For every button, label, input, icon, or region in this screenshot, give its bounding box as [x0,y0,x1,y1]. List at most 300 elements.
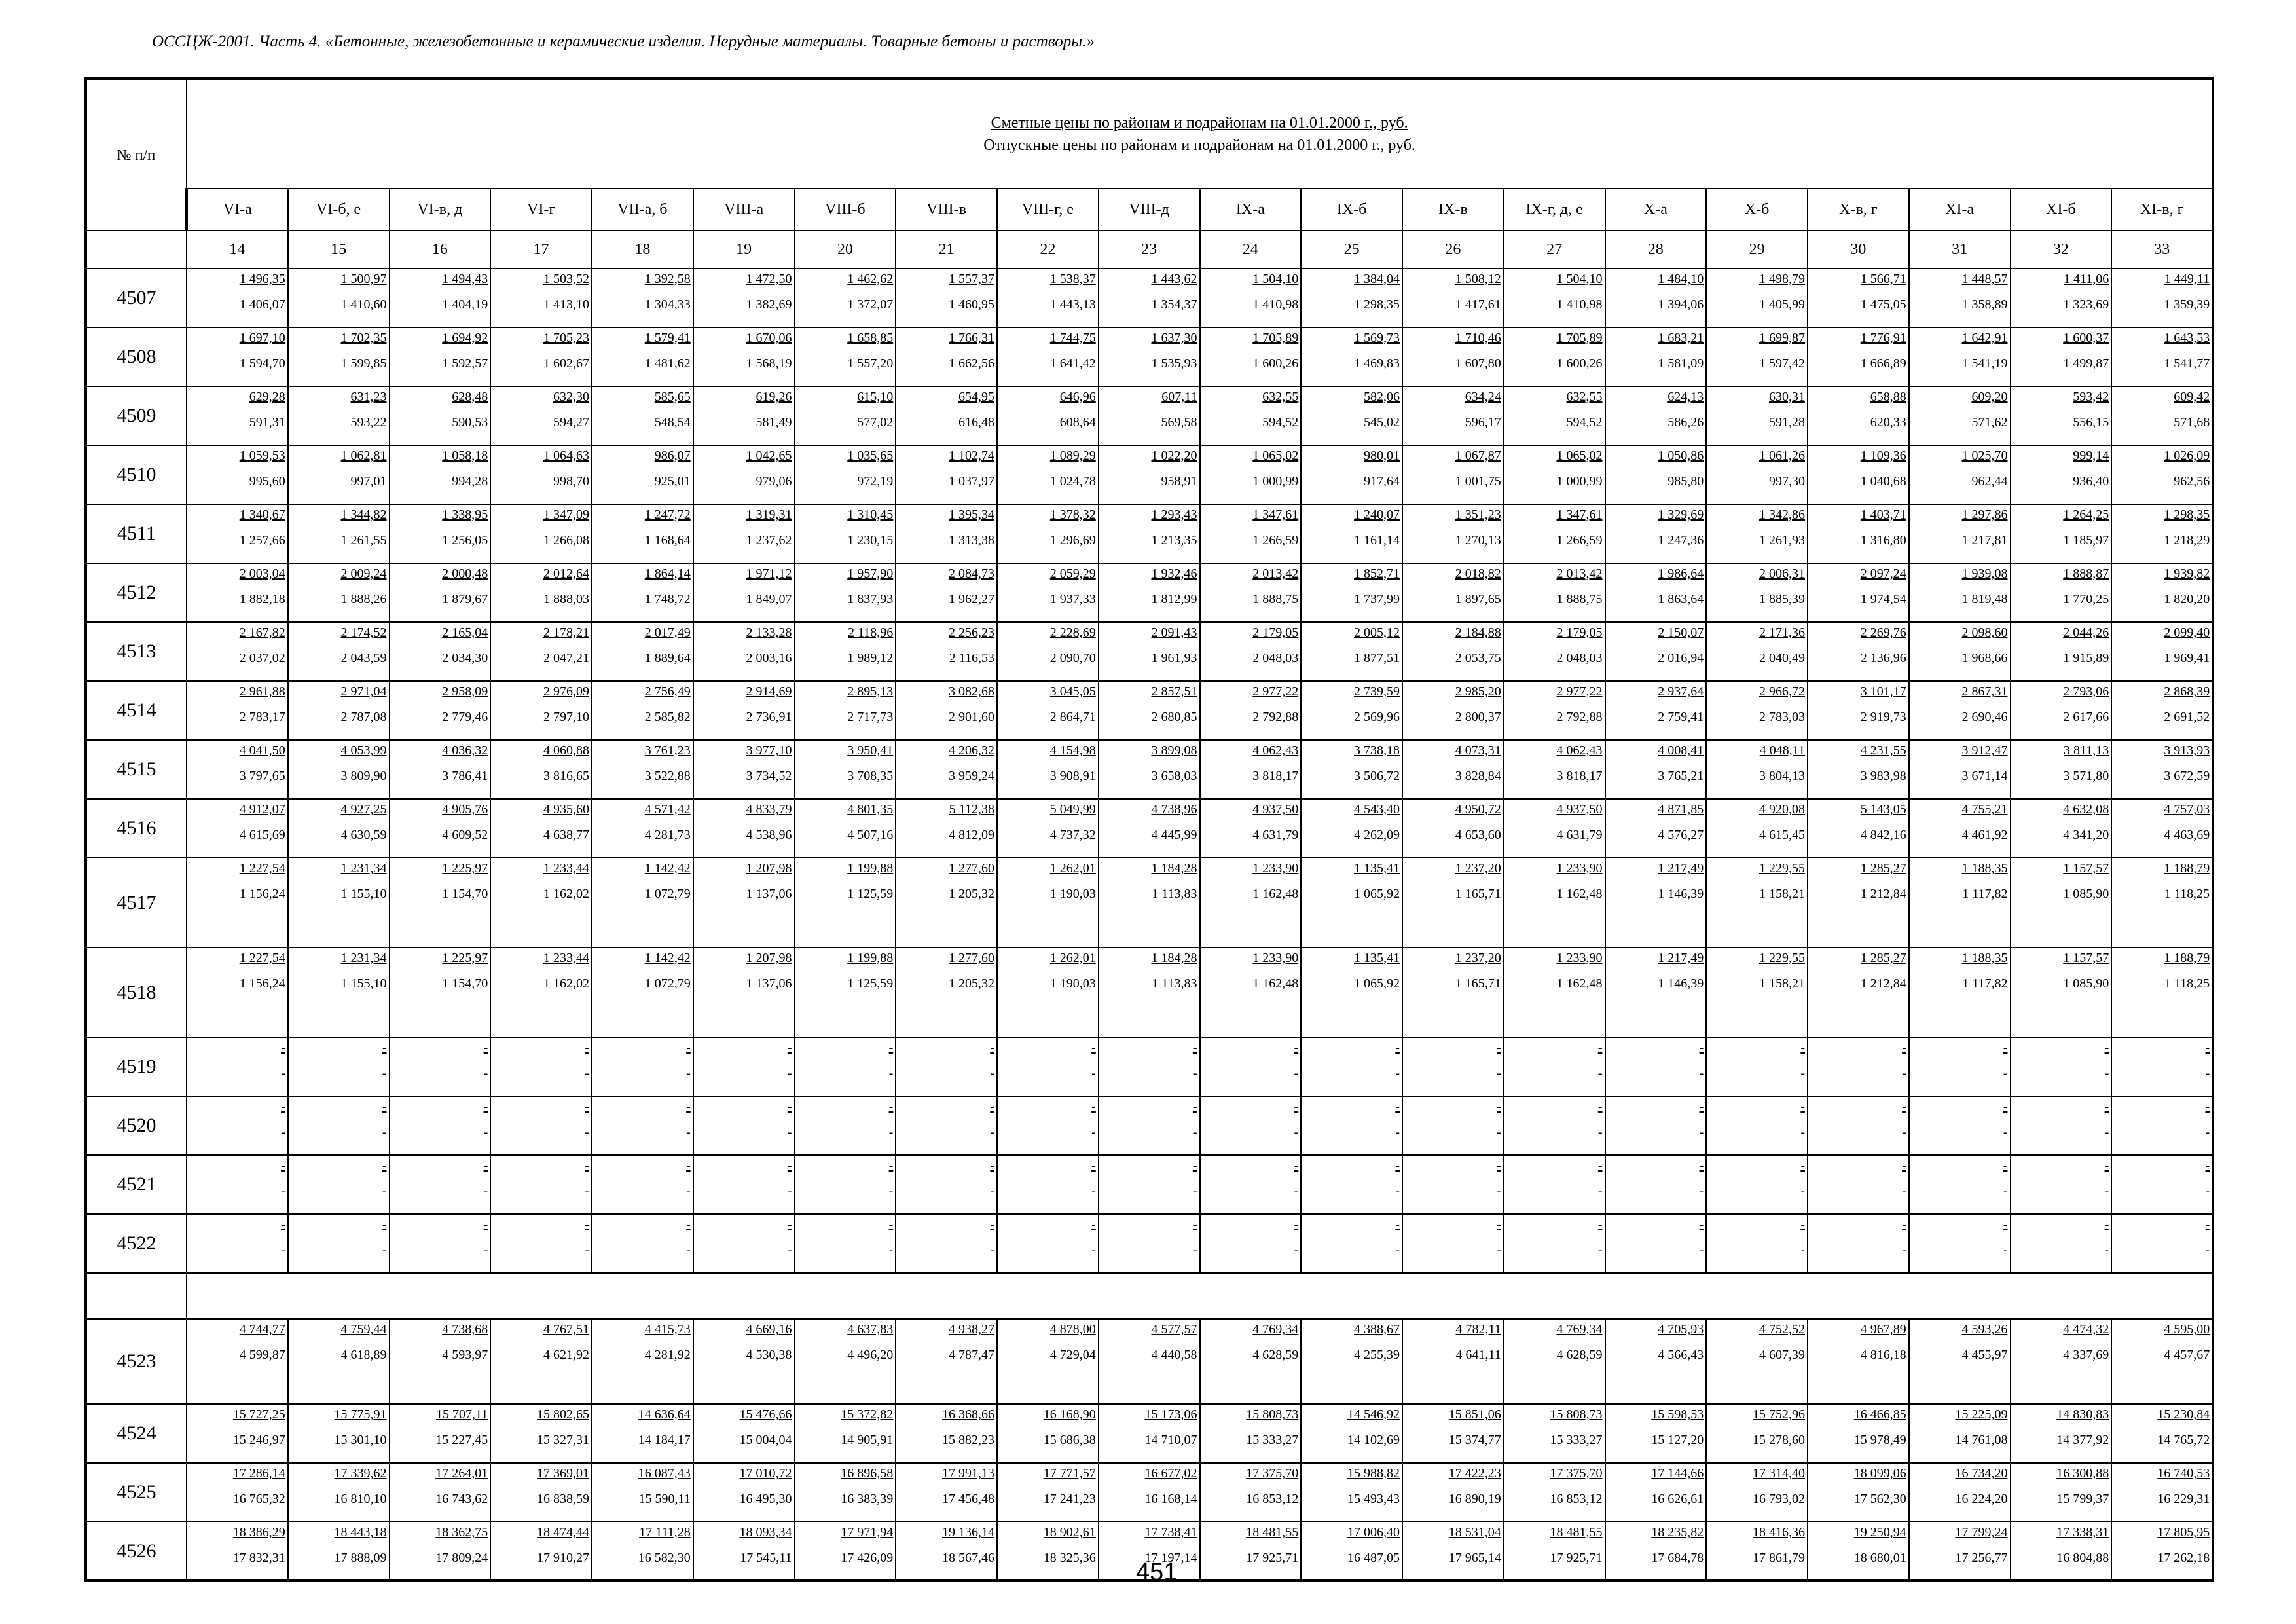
price-cell [1808,1096,1909,1155]
price-cell [1808,681,1909,740]
selling-price: 16 793,02 [1753,1492,1805,1506]
row-number: 4518 [86,948,187,1037]
estimated-price: 1 395,34 [949,507,994,522]
price-cell [1200,1037,1302,1096]
price-cell [896,1404,997,1463]
estimated-price: 2 000,48 [442,566,488,581]
selling-price: 590,53 [452,415,488,430]
estimated-price: 18 481,55 [1550,1525,1603,1540]
price-cell [2011,386,2112,445]
estimated-price: 1 504,10 [1252,272,1299,286]
estimated-price: - [787,1041,792,1055]
price-cell [592,445,693,504]
selling-price: 1 597,42 [1759,356,1805,371]
price-cell [2111,1404,2213,1463]
price-cell [592,858,693,948]
selling-price: 2 048,03 [1252,651,1299,665]
price-cell [1504,563,1605,622]
estimated-price: 4 415,73 [644,1322,691,1337]
estimated-price: 1 188,35 [1961,861,2008,876]
price-cell [795,445,896,504]
price-cell [390,386,491,445]
price-cell [2111,948,2213,1037]
estimated-price: 1 025,70 [1961,449,2008,463]
price-cell [1504,948,1605,1037]
estimated-price: - [1091,1099,1096,1114]
selling-price: 1 162,48 [1252,887,1299,901]
estimated-price: 1 264,25 [2063,507,2109,522]
table-row [86,504,2213,563]
estimated-price: 2 857,51 [1151,684,1197,699]
selling-price: 3 809,90 [340,769,387,783]
selling-price: 4 787,47 [949,1348,994,1362]
price-cell [997,1404,1099,1463]
estimated-price: 1 065,02 [1556,449,1603,463]
estimated-price: - [382,1158,387,1173]
selling-price: 1 165,71 [1455,887,1501,901]
price-cell [2011,1522,2112,1581]
estimated-price: 2 099,40 [2164,625,2210,640]
region-header: VIII-г, е [997,189,1099,231]
price-cell [1200,563,1302,622]
estimated-price: 4 669,16 [746,1322,792,1337]
price-cell [1402,1404,1504,1463]
table-row [86,445,2213,504]
estimated-price: 2 793,06 [2063,684,2109,699]
estimated-price: 1 064,63 [543,449,589,463]
table-row [86,1155,2213,1214]
price-cell [490,504,592,563]
estimated-price: 1 022,20 [1151,449,1197,463]
selling-price: 925,01 [654,474,691,489]
selling-price: - [1395,1243,1400,1257]
price-cell [1808,1463,1909,1522]
selling-price: 1 256,05 [442,533,488,547]
table-row [86,622,2213,681]
price-cell [1706,1155,1808,1214]
price-cell [390,1155,491,1214]
selling-price: - [483,1184,488,1198]
price-cell [1099,1463,1200,1522]
selling-price: 2 569,96 [1354,710,1400,724]
estimated-price: 1 705,89 [1556,331,1603,345]
price-cell [1402,681,1504,740]
region-header: X-б [1706,189,1808,231]
estimated-price: 4 905,76 [442,802,488,817]
price-cell [1808,948,1909,1037]
price-cell [1402,1155,1504,1214]
estimated-price: 2 091,43 [1151,625,1197,640]
selling-price: 593,22 [350,415,387,430]
estimated-price: 1 285,27 [1860,951,1906,965]
price-cell [693,268,795,327]
selling-price: 997,30 [1769,474,1805,489]
estimated-price: 16 087,43 [638,1466,691,1481]
price-cell [1099,1037,1200,1096]
estimated-price: 4 206,32 [949,743,994,758]
price-cell [1099,681,1200,740]
estimated-price: - [2003,1041,2008,1055]
price-cell [288,799,390,858]
selling-price: 2 792,88 [1252,710,1299,724]
selling-price: - [2205,1243,2210,1257]
estimated-price: 1 340,67 [239,507,285,522]
price-cell [1909,1096,2011,1155]
price-cell [795,799,896,858]
selling-price: 2 617,66 [2063,710,2109,724]
price-cell [490,386,592,445]
price-cell [693,1096,795,1155]
estimated-price: - [1294,1158,1299,1173]
price-cell [1706,740,1808,799]
selling-price: 1 535,93 [1151,356,1197,371]
estimated-price: 2 098,60 [1961,625,2008,640]
estimated-price: 1 986,64 [1658,566,1704,581]
separator-cell [86,1273,187,1319]
price-cell [795,1319,896,1404]
selling-price: 4 628,59 [1252,1348,1299,1362]
estimated-price: - [281,1158,285,1173]
estimated-price: 1 247,72 [644,507,691,522]
selling-price: 1 155,10 [340,976,387,991]
price-cell [1605,268,1707,327]
estimated-price: 3 950,41 [847,743,894,758]
selling-price: 17 910,27 [537,1551,589,1565]
price-cell [2011,1463,2112,1522]
estimated-price: - [1800,1099,1805,1114]
selling-price: - [281,1243,285,1257]
selling-price: - [1699,1243,1704,1257]
price-cell [1402,740,1504,799]
price-cell [997,622,1099,681]
estimated-price: 646,96 [1059,390,1096,404]
selling-price: 1 748,72 [644,592,691,606]
selling-price: 1 460,95 [949,297,994,312]
estimated-price: 3 811,13 [2063,743,2109,758]
price-cell [1605,799,1707,858]
price-cell [896,445,997,504]
selling-price: - [1597,1243,1603,1257]
price-cell [592,799,693,858]
estimated-price: 15 707,11 [435,1407,488,1422]
estimated-price: 2 150,07 [1658,625,1704,640]
region-header: VI-г [490,189,592,231]
price-cell [1605,1155,1707,1214]
price-cell [997,327,1099,386]
row-number: 4517 [86,858,187,948]
estimated-price: 15 372,82 [841,1407,894,1422]
selling-price: 3 734,52 [746,769,792,783]
estimated-price: - [1597,1158,1603,1173]
selling-price: 2 690,46 [1961,710,2008,724]
selling-price: - [1192,1125,1197,1139]
selling-price: 4 641,11 [1455,1348,1501,1362]
selling-price: 1 600,26 [1252,356,1299,371]
price-cell [896,1096,997,1155]
estimated-price: 18 481,55 [1246,1525,1299,1540]
selling-price: 1 863,64 [1658,592,1704,606]
price-cell [390,1463,491,1522]
price-cell [1402,268,1504,327]
price-cell [1099,386,1200,445]
price-cell [795,1096,896,1155]
estimated-price: 4 871,85 [1658,802,1704,817]
price-cell [1605,327,1707,386]
selling-price: 1 158,21 [1759,887,1805,901]
column-number: 22 [997,231,1099,268]
estimated-price: 2 914,69 [746,684,792,699]
estimated-price: - [1699,1099,1704,1114]
estimated-price: - [1800,1041,1805,1055]
estimated-price: 15 808,73 [1550,1407,1603,1422]
estimated-price: - [1091,1158,1096,1173]
selling-price: 1 499,87 [2063,356,2109,371]
price-cell [997,1214,1099,1273]
estimated-price: - [382,1217,387,1232]
selling-price: 1 915,89 [2063,651,2109,665]
estimated-price: 2 003,04 [239,566,285,581]
selling-price: 1 117,82 [1962,976,2008,991]
price-cell [1099,445,1200,504]
estimated-price: 1 864,14 [644,566,691,581]
table-row [86,563,2213,622]
price-cell [1605,1214,1707,1273]
estimated-price: 2 937,64 [1658,684,1704,699]
estimated-price: 1 067,87 [1455,449,1501,463]
price-cell [1504,740,1605,799]
estimated-price: 619,26 [756,390,792,404]
estimated-price: 1 699,87 [1759,331,1805,345]
selling-price: 16 495,30 [739,1492,792,1506]
selling-price: 4 609,52 [442,828,488,842]
estimated-price: - [281,1099,285,1114]
price-cell [1301,1155,1402,1214]
selling-price: 4 628,59 [1556,1348,1603,1362]
estimated-price: 1 188,35 [1961,951,2008,965]
selling-price: - [686,1184,691,1198]
column-number: 31 [1909,231,2011,268]
column-number: 18 [592,231,693,268]
estimated-price: 1 939,82 [2164,566,2210,581]
estimated-price: 3 913,93 [2164,743,2210,758]
selling-price: 1 162,48 [1556,976,1603,991]
price-cell [1504,1037,1605,1096]
estimated-price: - [585,1217,589,1232]
estimated-price: 1 494,43 [442,272,488,286]
selling-price: 556,15 [2073,415,2109,430]
selling-price: 596,17 [1465,415,1501,430]
price-cell [1605,740,1707,799]
price-cell [997,1319,1099,1404]
price-cell [1706,799,1808,858]
selling-price: 4 816,18 [1860,1348,1906,1362]
estimated-price: 16 368,66 [942,1407,994,1422]
estimated-price: 15 598,53 [1651,1407,1704,1422]
estimated-price: - [382,1099,387,1114]
selling-price: - [2003,1243,2008,1257]
selling-price: 962,44 [1971,474,2008,489]
estimated-price: 1 199,88 [847,951,894,965]
selling-price: 1 085,90 [2063,887,2109,901]
selling-price: 4 507,16 [847,828,894,842]
selling-price: 1 607,80 [1455,356,1501,371]
price-cell [1808,1037,1909,1096]
estimated-price: 18 474,44 [537,1525,589,1540]
estimated-price: 17 111,28 [639,1525,691,1540]
estimated-price: 17 264,01 [435,1466,488,1481]
selling-price: 17 456,48 [942,1492,994,1506]
column-number: 32 [2011,231,2112,268]
selling-price: - [1800,1125,1805,1139]
estimated-price: 1 378,32 [1049,507,1096,522]
estimated-price: 4 738,68 [442,1322,488,1337]
price-cell [1605,1037,1707,1096]
selling-price: 1 190,03 [1049,887,1096,901]
price-cell [1706,445,1808,504]
estimated-price: 4 927,25 [340,802,387,817]
selling-price: 3 797,65 [239,769,285,783]
column-number: 21 [896,231,997,268]
estimated-price: - [1699,1217,1704,1232]
estimated-price: 1 188,79 [2164,861,2210,876]
selling-price: 2 717,73 [847,710,894,724]
estimated-prices-title: Сметные цены по районам и подрайонам на 01.01.2000 г., руб. [991,114,1408,132]
selling-price: 1 316,80 [1860,533,1906,547]
estimated-price: 16 300,88 [2056,1466,2109,1481]
price-cell [896,563,997,622]
price-cell [1808,1155,1909,1214]
estimated-price: 2 171,36 [1759,625,1805,640]
column-number: 29 [1706,231,1808,268]
price-cell [1504,1319,1605,1404]
region-header: XI-б [2011,189,2112,231]
price-cell [896,858,997,948]
estimated-price: - [281,1217,285,1232]
estimated-price: 4 474,32 [2063,1322,2109,1337]
price-cell [997,563,1099,622]
price-cell [490,799,592,858]
price-cell [1200,799,1302,858]
estimated-price: 1 297,86 [1961,507,2008,522]
selling-price: 1 405,99 [1759,297,1805,312]
estimated-price: 4 053,99 [340,743,387,758]
estimated-price: 1 229,55 [1759,861,1805,876]
estimated-price: 1 277,60 [949,951,994,965]
price-cell [1605,386,1707,445]
selling-price: - [1597,1184,1603,1198]
price-cell [795,1214,896,1273]
price-cell [490,445,592,504]
estimated-price: 16 896,58 [841,1466,894,1481]
estimated-price: 15 225,09 [1955,1407,2008,1422]
price-cell [2111,1463,2213,1522]
estimated-price: 16 740,53 [2157,1466,2210,1481]
region-header: X-в, г [1808,189,1909,231]
price-cell [1909,1037,2011,1096]
price-cell [288,858,390,948]
selling-price: 1 417,61 [1455,297,1501,312]
row-number: 4525 [86,1463,187,1522]
selling-price: 1 065,92 [1354,887,1400,901]
region-header: IX-б [1301,189,1402,231]
price-cell [288,504,390,563]
selling-price: 1 072,79 [644,887,691,901]
selling-price: 4 631,79 [1252,828,1299,842]
price-cell [896,681,997,740]
price-cell [1605,858,1707,948]
price-cell [390,740,491,799]
column-number-blank [86,231,187,268]
price-cell [1200,858,1302,948]
price-cell [390,1522,491,1581]
price-cell [1605,1319,1707,1404]
estimated-price: 4 593,26 [1961,1322,2008,1337]
price-cell [997,504,1099,563]
selling-price: - [1294,1243,1299,1257]
selling-price: - [483,1243,488,1257]
price-cell [693,681,795,740]
estimated-price: 1 508,12 [1455,272,1501,286]
selling-price: 3 804,13 [1759,769,1805,783]
selling-price: 1 162,02 [543,887,589,901]
estimated-price: 1 670,06 [746,331,792,345]
estimated-price: 1 035,65 [847,449,894,463]
row-number: 4524 [86,1404,187,1463]
price-cell [997,268,1099,327]
price-cell [1808,1214,1909,1273]
selling-price: - [1597,1125,1603,1139]
selling-price: 17 256,77 [1955,1551,2008,1565]
selling-price: 1 888,75 [1252,592,1299,606]
price-cell [1402,1463,1504,1522]
price-cell [390,858,491,948]
price-cell [1808,622,1909,681]
estimated-price: 5 112,38 [949,802,994,817]
price-cell [1402,799,1504,858]
row-number: 4507 [86,268,187,327]
selling-price: 14 710,07 [1144,1433,1197,1447]
selling-price: 4 593,97 [442,1348,488,1362]
selling-price: - [1902,1125,1906,1139]
column-number: 24 [1200,231,1302,268]
selling-price: 1 889,64 [644,651,691,665]
selling-price: 1 599,85 [340,356,387,371]
selling-price: 4 842,16 [1860,828,1906,842]
estimated-price: 634,24 [1465,390,1501,404]
selling-price: 577,02 [857,415,894,430]
estimated-price: 1 496,35 [239,272,285,286]
price-cell [1808,327,1909,386]
selling-price: 1 185,97 [2063,533,2109,547]
price-cell [1706,1214,1808,1273]
selling-price: 2 736,91 [746,710,792,724]
estimated-price: 1 579,41 [644,331,691,345]
estimated-price: 1 065,02 [1252,449,1299,463]
selling-price: 1 666,89 [1860,356,1906,371]
estimated-price: 1 061,26 [1759,449,1805,463]
estimated-price: 15 727,25 [232,1407,285,1422]
price-cell [1099,858,1200,948]
price-cell [390,1037,491,1096]
selling-price: 1 888,03 [543,592,589,606]
row-number: 4513 [86,622,187,681]
price-cell [288,1404,390,1463]
estimated-price: 18 362,75 [435,1525,488,1540]
selling-price: 1 024,78 [1049,474,1096,489]
price-cell [1706,327,1808,386]
price-cell [693,1155,795,1214]
estimated-price: 2 013,42 [1556,566,1603,581]
